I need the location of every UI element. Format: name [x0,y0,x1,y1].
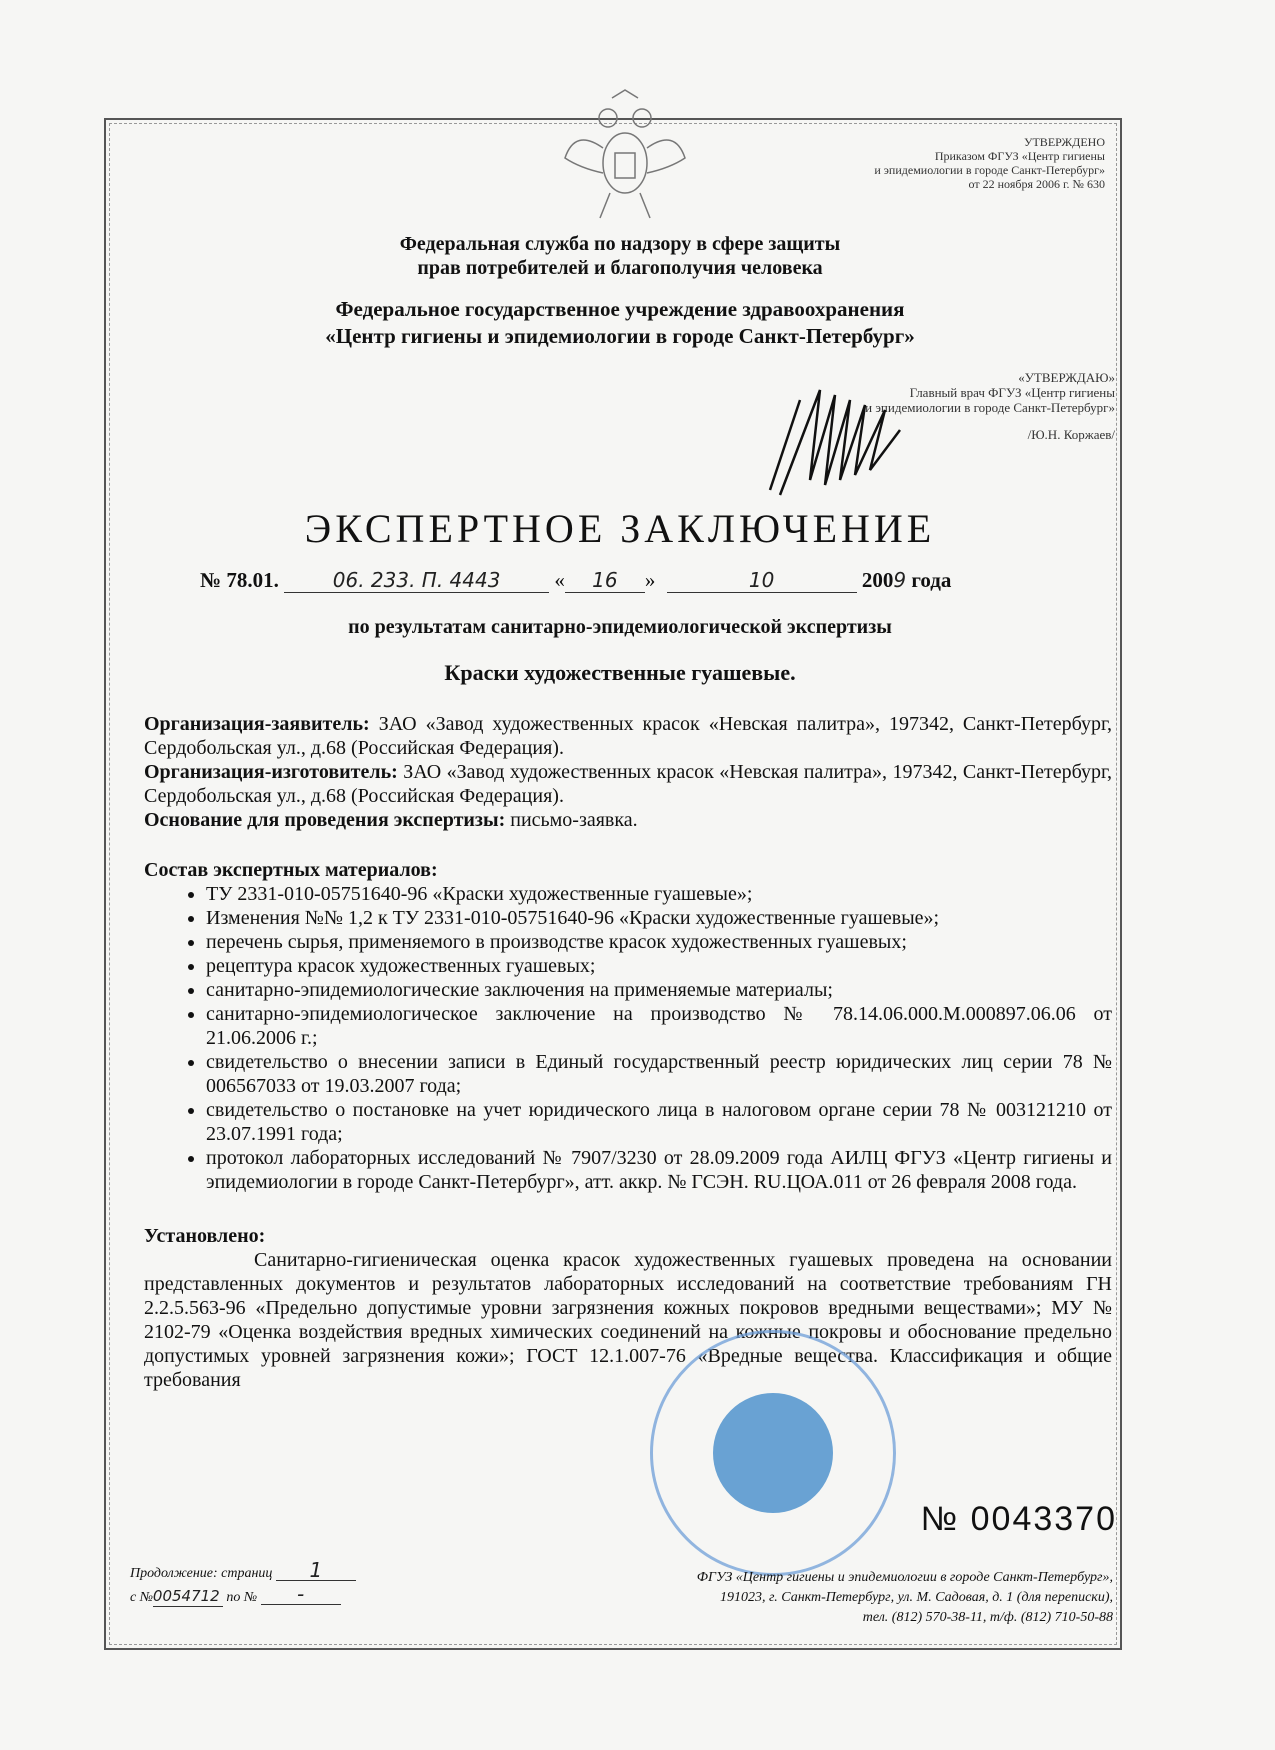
list-item: • протокол лабораторных исследований № 7907/3230 от 28.09.2009 года АИЛЦ ФГУЗ «Центр гигиены и эпидемиологии в городе Санкт-Петербург», атт. аккр. № ГСЭН. RU.ЦОА.011 от 26 февраля 2008 года. [206,1146,1112,1194]
handwritten-year: 9 [893,568,907,592]
to-label: по № [226,1590,258,1605]
approved-line: Приказом ФГУЗ «Центр гигиены [934,149,1105,163]
handwritten-number: 06. 233. П. 4443 [284,568,549,593]
coat-of-arms-emblem [560,88,690,228]
footer-org: ФГУЗ «Центр гигиены и эпидемиологии в городе Санкт-Петербург», [696,1570,1113,1585]
signatory-name: /Ю.Н. Коржаев/ [1027,427,1115,442]
basis-label: Основание для проведения экспертизы: [144,809,506,831]
approve-title: «УТВЕРЖДАЮ» [1018,370,1115,385]
list-item: • свидетельство о внесении записи в Единый государственный реестр юридических лиц серии 78 № 006567033 от 19.03.2007 года; [206,1050,1112,1098]
manufacturer-value: ЗАО «Завод художественных красок «Невская палитра», 197342, Санкт-Петербург, Сердобольская ул., д.68 (Российская Федерация). [144,761,1113,807]
basis-value: письмо-заявка. [510,809,638,831]
conclusion-number: № 78.01. 06. 233. П. 4443 « 16 » 10 2009 года [200,568,952,592]
agency-name: Федеральная служба по надзору в сфере защиты [399,233,841,255]
list-item: • Изменения №№ 1,2 к ТУ 2331-010-05751640-96 «Краски художественные гуашевые»; [206,906,1112,930]
list-item: • свидетельство о постановке на учет юридического лица в налоговом органе серии 78 № 003121210 от 23.07.1991 года; [206,1098,1112,1146]
basis [144,808,1112,832]
approved-line: от 22 ноября 2006 г. № 630 [968,177,1105,191]
materials-label: Состав экспертных материалов: [144,859,438,881]
footer-address [697,1568,1113,1628]
manufacturer-label: Организация-изготовитель: [144,761,398,783]
applicant [144,712,1112,760]
institution-name: Федеральное государственное учреждение здравоохранения [335,297,905,321]
approved-order-block [874,135,1105,191]
agency-header [140,232,1100,280]
round-stamp [650,1330,896,1576]
manufacturer [144,760,1112,808]
handwritten-month: 10 [667,568,857,593]
list-item: • санитарно-эпидемиологическое заключение на производство № 78.14.06.000.М.000897.06.06 от 21.06.2006 г.; [206,1002,1112,1050]
footer-phone: тел. (812) 570-38-11, т/ф. (812) 710-50-88 [862,1610,1113,1625]
serial-number: № 0043370 [920,1500,1117,1538]
list-item: • перечень сырья, применяемого в производстве красок художественных гуашевых; [206,930,1112,954]
year-suffix: года [911,568,952,592]
year-prefix: 200 [861,568,894,592]
footer-address-line: 191023, г. Санкт-Петербург, ул. М. Садовая, д. 1 (для переписки), [719,1590,1113,1605]
agency-name: прав потребителей и благополучия человека [417,257,823,279]
approve-line: Главный врач ФГУЗ «Центр гигиены [909,385,1115,400]
handwritten-day: 16 [565,568,645,593]
materials-list [144,882,1112,1194]
signature [760,380,910,510]
from-label: с № [130,1590,153,1605]
approve-line: и эпидемиологии в городе Санкт-Петербург» [865,400,1115,415]
from-number: 0054712 [153,1586,223,1607]
document-title: ЭКСПЕРТНОЕ ЗАКЛЮЧЕНИЕ [304,506,936,551]
applicant-value: ЗАО «Завод художественных красок «Невская палитра», 197342, Санкт-Петербург, Сердобольская ул., д.68 (Российская Федерация). [144,713,1112,759]
continuation-pages: 1 [276,1560,356,1581]
list-item: • ТУ 2331-010-05751640-96 «Краски художественные гуашевые»; [206,882,1112,906]
continuation-label: Продолжение: страниц [130,1566,273,1581]
established-text: Санитарно-гигиеническая оценка красок художественных гуашевых проведена на основании представленных документов и результатов лабораторных исследований на соответствие требованиям ГН 2.2.5.563-96 «Предельно допустимые уровни загрязнения кожных покровов вредными веществами»; МУ № 2102-79 «Оценка воздействия вредных химических соединений на кожные покровы и обоснование предельно допустимых уровней загрязнения кожи»; ГОСТ 12.1.007-76 «Вредные вещества. Классификация и общие требования [144,1249,1112,1391]
footer-continuation [130,1560,356,1608]
product-name: Краски художественные гуашевые. [444,660,796,685]
to-number: - [261,1584,341,1605]
number-prefix: № 78.01. [200,568,279,592]
approved-title: УТВЕРЖДЕНО [1023,135,1105,149]
list-item: • рецептура красок художественных гуашевых; [206,954,1112,978]
list-item: • санитарно-эпидемиологические заключения на применяемые материалы; [206,978,1112,1002]
approved-line: и эпидемиологии в городе Санкт-Петербург» [874,163,1105,177]
subtitle: по результатам санитарно-эпидемиологической экспертизы [348,616,892,638]
established-label: Установлено: [144,1225,266,1247]
applicant-label: Организация-заявитель: [144,713,370,735]
document-body [144,712,1112,1392]
institution-name: «Центр гигиены и эпидемиологии в городе Санкт-Петербург» [325,324,915,348]
institution-header [140,296,1100,350]
